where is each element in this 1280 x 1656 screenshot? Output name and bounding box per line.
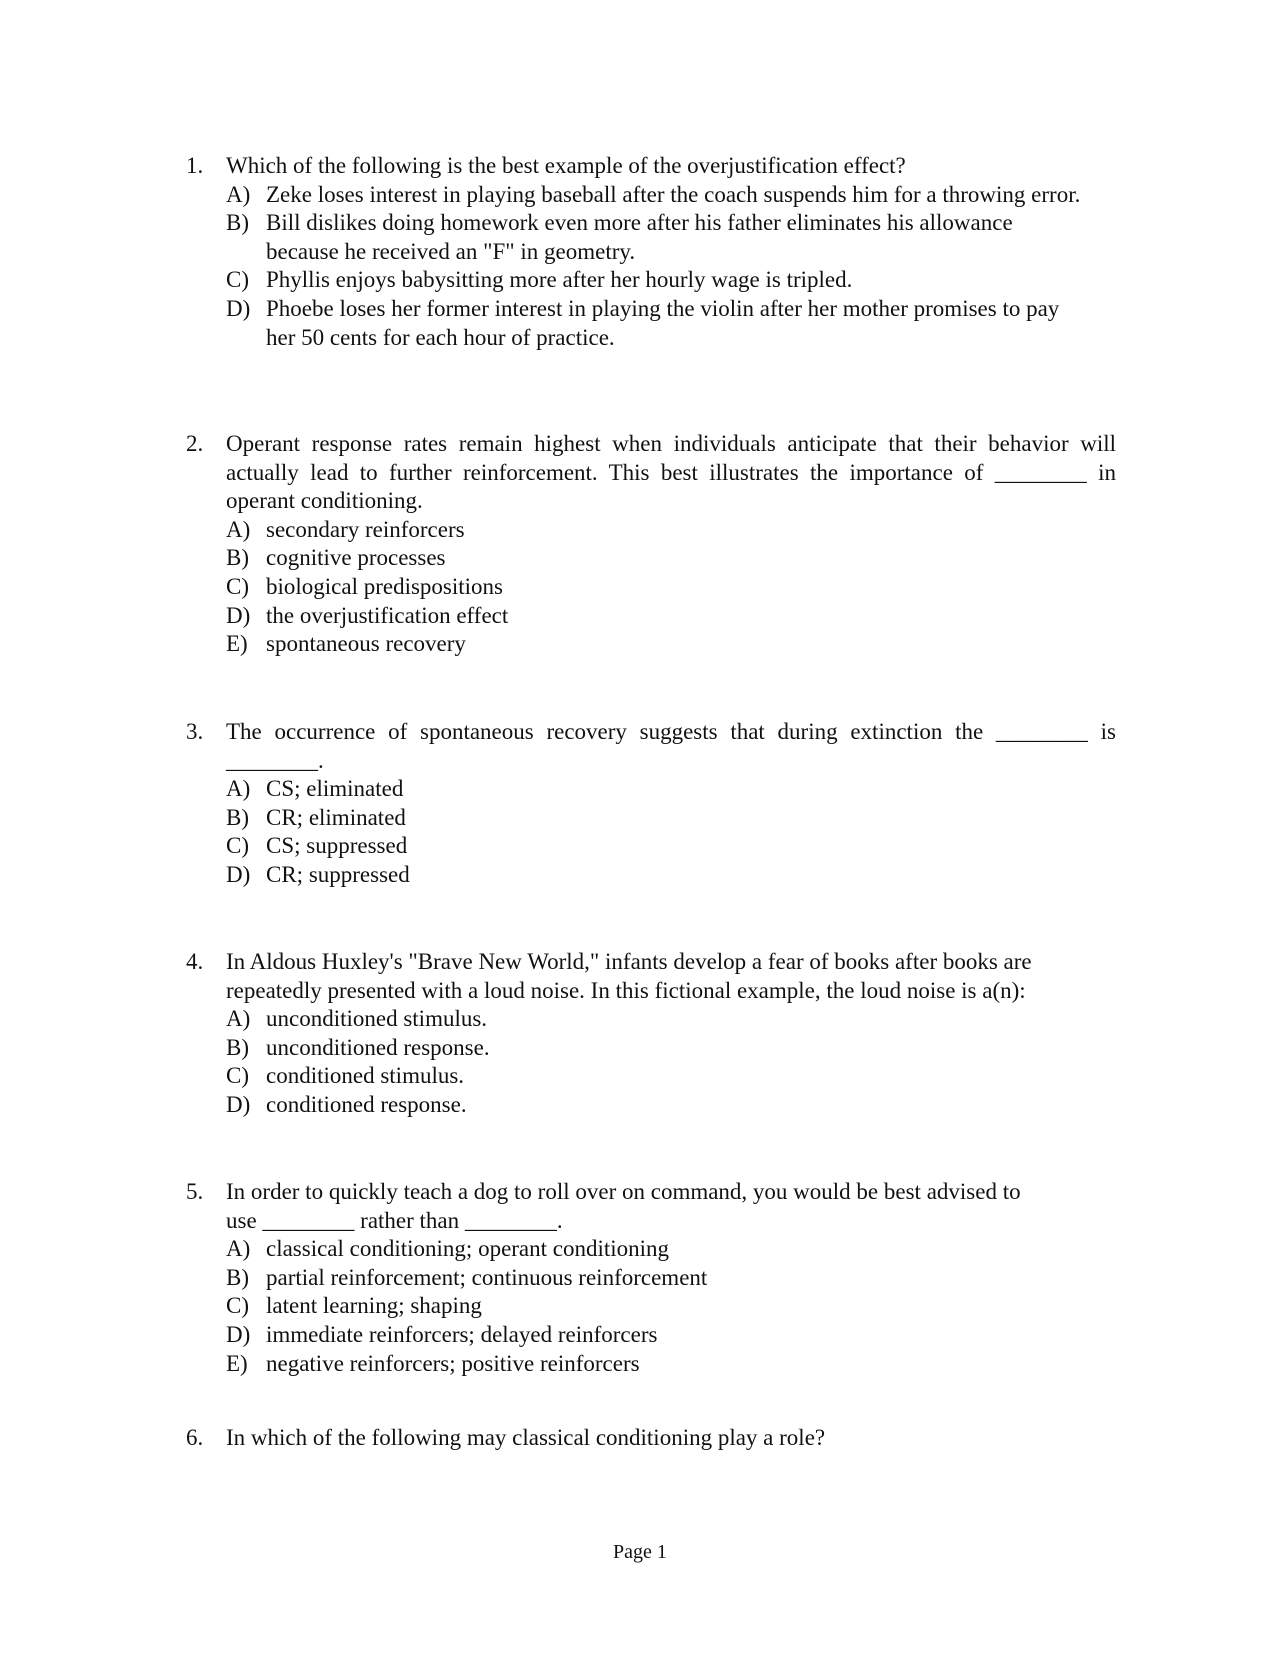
question-text-line: actually lead to further reinforcement. This best illustrates the importance of ________ in [226, 459, 1116, 485]
option-letter: C) [226, 1063, 249, 1089]
question-text-line: repeatedly presented with a loud noise. In this fictional example, the loud noise is a(n): [226, 977, 1026, 1003]
question-2 [186, 430, 1116, 659]
option-letter: D) [226, 861, 251, 887]
option-text: partial reinforcement; continuous reinforcement [266, 1264, 708, 1290]
answer-option [186, 1091, 1116, 1120]
option-text: Phyllis enjoys babysitting more after her hourly wage is tripled. [266, 267, 853, 293]
question-1-stem [186, 152, 1116, 181]
question-number: 1. [186, 153, 204, 178]
answer-option [186, 1292, 1116, 1321]
option-text: unconditioned stimulus. [266, 1006, 488, 1032]
option-letter: E) [226, 631, 248, 657]
answer-option [186, 181, 1116, 210]
option-text: CR; eliminated [266, 804, 406, 830]
answer-option [186, 295, 1116, 352]
answer-option [186, 861, 1116, 890]
option-text: biological predispositions [266, 573, 504, 599]
option-letter: C) [226, 267, 249, 293]
option-letter: B) [226, 545, 249, 571]
option-text: CS; suppressed [266, 833, 408, 859]
option-letter: A) [226, 1236, 251, 1262]
question-1 [186, 152, 1116, 352]
answer-option [186, 1034, 1116, 1063]
question-text-line: In Aldous Huxley's "Brave New World," infants develop a fear of books after books are [226, 949, 1032, 974]
question-text-line: operant conditioning. [226, 488, 423, 514]
answer-option [186, 1321, 1116, 1350]
answer-option [186, 544, 1116, 573]
question-4 [186, 948, 1116, 1120]
option-letter: A) [226, 181, 251, 207]
answer-option [186, 1235, 1116, 1264]
question-number: 3. [186, 719, 204, 744]
option-letter: B) [226, 1034, 249, 1060]
question-text-line: In which of the following may classical conditioning play a role? [226, 1425, 826, 1450]
option-text: cognitive processes [266, 545, 446, 571]
question-text-line: In order to quickly teach a dog to roll over on command, you would be best advised to [226, 1179, 1021, 1204]
answer-option [186, 832, 1116, 861]
option-letter: C) [226, 1293, 249, 1319]
option-text: conditioned response. [266, 1091, 467, 1117]
answer-option [186, 1062, 1116, 1091]
answer-option [186, 266, 1116, 295]
option-letter: B) [226, 210, 249, 236]
answer-option [186, 1005, 1116, 1034]
option-text: negative reinforcers; positive reinforcers [266, 1350, 640, 1376]
answer-option [186, 602, 1116, 631]
page-number: Page 1 [613, 1541, 667, 1563]
question-6 [186, 1424, 1116, 1453]
option-text: immediate reinforcers; delayed reinforcers [266, 1321, 658, 1347]
option-letter: D) [226, 1091, 251, 1117]
question-6-stem [186, 1424, 1116, 1453]
answer-option [186, 573, 1116, 602]
question-number: 2. [186, 431, 204, 456]
question-text-line: Which of the following is the best example of the overjustification effect? [226, 153, 906, 178]
question-2-stem [186, 430, 1116, 516]
option-letter: E) [226, 1350, 248, 1376]
option-letter: C) [226, 573, 249, 599]
question-text-line: Operant response rates remain highest when individuals anticipate that their behavior will [226, 431, 1116, 456]
option-letter: D) [226, 295, 251, 321]
option-letter: A) [226, 516, 251, 542]
question-5 [186, 1178, 1116, 1378]
answer-option [186, 775, 1116, 804]
option-text: classical conditioning; operant conditioning [266, 1236, 670, 1262]
option-letter: C) [226, 833, 249, 859]
question-5-stem [186, 1178, 1116, 1235]
answer-option [186, 630, 1116, 659]
answer-option [186, 209, 1116, 266]
question-4-stem [186, 948, 1116, 1005]
option-text: CR; suppressed [266, 861, 410, 887]
answer-option [186, 1350, 1116, 1379]
answer-option [186, 516, 1116, 545]
question-text-line: use ________ rather than ________. [226, 1207, 563, 1233]
option-text: conditioned stimulus. [266, 1063, 465, 1089]
question-text-line: ________. [226, 747, 324, 773]
question-number: 5. [186, 1179, 204, 1204]
answer-option [186, 804, 1116, 833]
question-3 [186, 718, 1116, 890]
option-text: latent learning; shaping [266, 1293, 482, 1319]
answer-option [186, 1264, 1116, 1293]
option-text: Zeke loses interest in playing baseball after the coach suspends him for a throwing error. [266, 181, 1081, 207]
question-3-stem [186, 718, 1116, 775]
question-text-line: The occurrence of spontaneous recovery suggests that during extinction the ________ is [226, 719, 1116, 744]
option-text: Phoebe loses her former interest in playing the violin after her mother promises to pay her 50 cents for each hour of practice. [266, 295, 1060, 350]
option-letter: D) [226, 1321, 251, 1347]
question-number: 4. [186, 949, 204, 974]
option-text: Bill dislikes doing homework even more after his father eliminates his allowance because he received an "F" in geometry. [266, 210, 1013, 264]
option-text: CS; eliminated [266, 776, 404, 802]
option-letter: A) [226, 776, 251, 802]
option-text: spontaneous recovery [266, 631, 466, 657]
question-number: 6. [186, 1425, 204, 1450]
option-letter: D) [226, 602, 251, 628]
option-letter: B) [226, 804, 249, 830]
option-text: the overjustification effect [266, 602, 509, 628]
option-letter: B) [226, 1264, 249, 1290]
option-text: secondary reinforcers [266, 516, 465, 542]
option-text: unconditioned response. [266, 1034, 490, 1060]
option-letter: A) [226, 1006, 251, 1032]
